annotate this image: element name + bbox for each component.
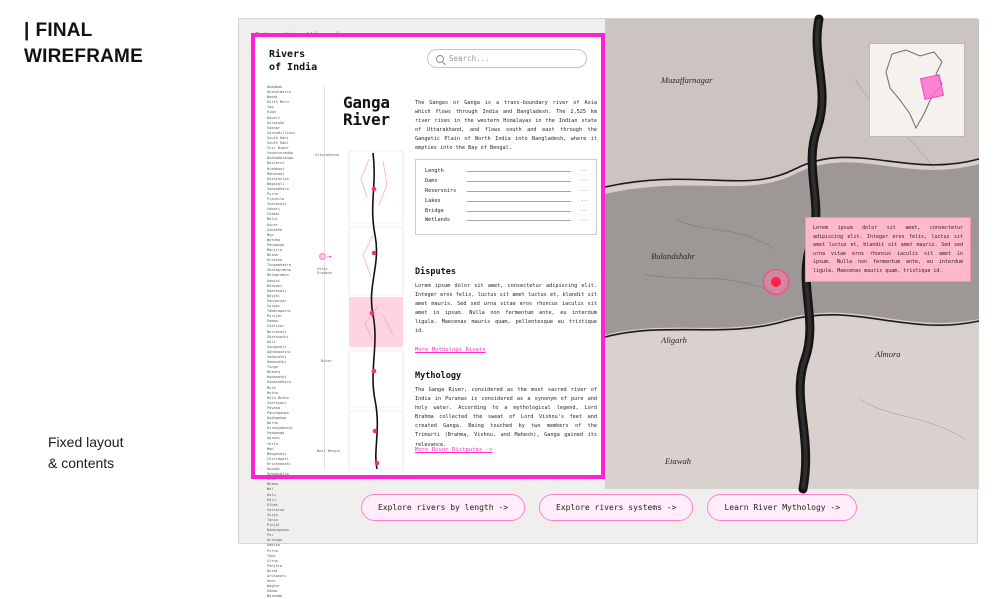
river-index-item[interactable]: Pamba [267,319,278,324]
fact-row [425,197,587,207]
river-index-item[interactable]: Malaprabha [267,273,289,278]
river-index-item[interactable]: Damanganga [267,528,289,533]
river-index-item[interactable]: Bhogavati [267,451,287,456]
search-placeholder: Search... [449,54,490,63]
search-icon [436,55,444,63]
river-index-item[interactable]: Panjhra [267,563,283,568]
river-index-item[interactable]: Malur [267,217,278,222]
river-index-item[interactable]: Tunga [267,365,278,370]
fact-leader-line [467,201,571,202]
fact-value: -- [580,177,587,184]
fact-leader-line [467,211,571,212]
river-index-item[interactable]: Kalu [267,492,276,497]
fact-leader-line [467,220,571,221]
river-index-item[interactable]: Krishna [267,258,283,263]
fact-value: -- [580,197,587,204]
river-index-item[interactable]: Kunar [267,222,278,227]
river-index-item[interactable]: Sabari [267,207,280,212]
river-index-item[interactable]: Nagavali [267,181,285,186]
river-index-item[interactable]: Golasukh [267,120,285,125]
river-index-item[interactable]: Ghataprabha [267,268,291,273]
river-index-item[interactable]: Vamsadhara [267,186,289,191]
river-index-item[interactable]: Brahmani [267,166,285,171]
title-bar-glyph: | [24,20,30,41]
river-index-item[interactable]: Manjira [267,248,283,252]
arrow-right-icon: → [327,251,332,261]
river-index-item[interactable]: Rushikulya [267,176,289,181]
river-index-item[interactable]: Kali [267,339,276,344]
river-index-item[interactable]: Amaravati [267,288,287,293]
river-course-map[interactable] [343,145,409,475]
river-index-item[interactable]: Kabini [267,278,280,283]
fact-label: Reservoirs [425,187,457,194]
river-index-item[interactable]: Gangavali [267,344,287,349]
fact-value: -- [580,187,587,194]
slide-note [48,432,228,474]
river-index-item[interactable]: Narmada [267,594,283,599]
fact-row [425,167,587,177]
river-index-item[interactable]: Tansa [267,517,278,522]
river-index-item[interactable]: Chir Wiper [267,146,289,151]
river-index-item[interactable]: South Raal [267,141,289,146]
course-label-1: Uttar Pradesh [317,267,333,276]
disputes-heading: Disputes [415,267,456,277]
fact-label: Length [425,168,444,174]
river-index-item[interactable]: Krishnavati [267,461,291,466]
river-index-item[interactable]: Sharavathi [267,334,289,339]
river-index-item[interactable]: Noyyal [267,293,280,298]
map-city-label: Almora [875,349,901,359]
river-index-item[interactable]: Aner [267,579,276,584]
river-index-item[interactable]: Dudhganga [267,416,287,421]
fact-value: -- [580,207,587,214]
river-index-item[interactable]: Indrayani [267,400,287,405]
fact-value: -- [580,217,587,224]
fact-label: Bridge [425,207,444,214]
fact-row [425,187,587,197]
river-index-item[interactable]: Ponnaiyar [267,298,287,303]
fact-row [425,207,587,217]
river-index-item[interactable]: Vedavathi [267,354,287,359]
river-index-item[interactable]: Sarvadillions [267,130,296,135]
river-index-item[interactable]: Ashokhe [267,227,283,232]
map-view[interactable] [605,19,979,489]
river-index-item[interactable]: Warna [267,421,278,426]
river-index-item[interactable]: Kima [267,110,276,115]
river-index-item[interactable]: Kalu [267,497,276,502]
cta-button[interactable]: Explore rivers systems -> [539,494,693,521]
river-index-item[interactable]: Ulhas [267,502,278,507]
course-label-3: West Bengal [317,449,341,453]
river-title-line1: Ganga [343,93,390,112]
river-index-item[interactable]: Vaigai [267,304,280,309]
app-title-line1: Rivers [269,49,306,60]
more-mythology-rivers-link[interactable]: More Mythologi Rivers [415,347,486,353]
river-index-item[interactable]: Penganga [267,242,285,247]
river-index-item[interactable]: Bhama [267,482,278,487]
cta-button[interactable]: Learn River Mythology -> [707,494,857,521]
river-index-item[interactable]: Tungabhadra [267,263,291,268]
cta-button-bar [239,494,979,521]
fact-leader-line [467,191,571,192]
river-index-item[interactable]: Waghur [267,584,280,589]
river-index-item[interactable]: Wel [267,487,274,492]
river-index-item[interactable]: Mahanadi [267,171,285,176]
inset-highlight-region [920,74,944,100]
cta-button[interactable]: Explore rivers by length -> [361,494,525,521]
river-index-item[interactable]: Wardha [267,237,280,242]
river-index-item[interactable]: Gomai [267,589,278,594]
slide-note-line2: & contents [48,455,115,471]
river-title-line2: River [343,109,390,129]
map-city-label: Muzaffarnagar [661,75,713,85]
river-index-item[interactable]: Kumaradhara [267,380,291,385]
river-index-item[interactable]: Hiranyakeshi [267,426,293,431]
india-outline-icon [870,44,964,136]
river-index-item[interactable]: South Kani [267,135,289,140]
river-index-item[interactable]: Baitarni [267,161,285,166]
fact-label: Dams [425,177,438,184]
river-index-item[interactable]: Burai [267,568,278,573]
fact-label: Lakes [425,197,441,204]
fact-label: Wetlands [425,217,450,224]
river-index-item[interactable]: Pranhita [267,197,285,202]
app-title [269,49,317,74]
river-index-item[interactable]: Vedarunradda [267,151,293,156]
river-title [343,95,390,129]
river-index-item[interactable]: Ghod [267,477,276,482]
india-inset-map[interactable] [869,43,965,137]
river-index-item[interactable]: Vedganga [267,431,285,436]
slide-title-line2: WIREFRAME [24,45,143,67]
fact-leader-line [467,181,571,182]
river-index-item[interactable]: Aghanashini [267,349,291,354]
river-index-item[interactable]: Mup [267,232,274,237]
river-index-item[interactable]: Indravati [267,202,287,207]
fact-row [425,177,587,187]
app-title-line2: of India [269,61,318,73]
search-input[interactable] [427,49,587,68]
river-index-item[interactable]: Chabal [267,212,280,217]
index-selection-marker [319,249,339,263]
river-index-item[interactable]: Hemavathi [267,360,287,365]
river-course-svg [343,145,409,475]
river-index-item[interactable]: Pinjal [267,523,280,528]
river-index-item[interactable]: Tambraparni [267,309,291,314]
map-city-label: Bulandshahr [651,251,695,261]
river-facts-table [415,159,597,235]
river-index-item[interactable]: Bhavani [267,283,283,288]
river-index-item[interactable]: Surya [267,512,278,517]
slide-title [24,18,214,69]
river-index-item[interactable]: Ambika [267,543,280,548]
river-index-item[interactable]: Arunavati [267,574,287,578]
river-index-item[interactable]: Par [267,533,274,538]
river-index-item[interactable]: Jog [267,105,274,110]
river-index-item[interactable]: Vaitarna [267,507,285,512]
river-index-item[interactable]: Kaveri [267,115,280,120]
river-index-item[interactable]: Netravati [267,329,287,334]
mythology-heading: Mythology [415,371,462,381]
river-index-item[interactable]: Auranga [267,538,283,543]
map-pin-marker[interactable] [763,269,789,295]
map-city-label: Aligarh [661,335,687,345]
river-index-item[interactable]: Mutha [267,390,278,395]
river-description: The Ganges or Ganga is a trans-boundary river of Asia which flows through India and Bangladesh. The 2,525 km river rises in the western Himalayas in the Indian state of Uttarakhand, and flows south and east through the Gangetic Plain of North India into Bangladesh, where it empties into the Bay of Bengal. [415,100,597,152]
river-index-item[interactable]: Purna [267,548,278,553]
river-index-item[interactable]: Girna [267,558,278,563]
river-index-item[interactable]: Yerla [267,441,278,446]
selection-dot-icon [319,253,326,260]
river-index-item[interactable]: Tapi [267,553,276,558]
river-index-item[interactable]: Periyar [267,314,283,319]
river-index-item[interactable]: Kaddbak [267,85,283,89]
river-index-item[interactable]: Purna [267,191,278,196]
river-index-item[interactable]: Kukadi [267,467,280,472]
app-mockup [238,18,978,599]
river-index-item[interactable]: Panchganga [267,411,289,415]
map-city-label: Etawah [665,456,691,466]
river-index-item[interactable]: Budhabalanga [267,156,293,161]
river-index-item[interactable]: Mula [267,385,276,390]
course-label-2: Bihar [321,359,332,363]
map-pin-dot-icon [771,277,781,287]
fact-value: -- [580,168,587,174]
mythology-body: The Ganga River, considered as the most sacred river of India in Puranas is considered as a synonym of pure and holy water. According to a mythological legend, Lord Brahma collected the sweat of Lord Vishnu's feet and created Ganga. Being touched by two members of the Trimurti (Brahma, Vishnu, and Mahesh), Ganga gained its relevance. [415,387,597,448]
river-index-item[interactable]: Kukadibila [267,472,289,477]
slide-title-line1: FINAL [35,20,93,41]
river-index-item[interactable]: Soonar [267,125,280,130]
river-index-item[interactable]: Chaliyar [267,324,285,329]
river-index-item[interactable]: Chitrapati [267,456,289,461]
river-index-list[interactable] [267,85,325,599]
river-index-item[interactable]: Bhima [267,253,278,258]
fact-leader-line [467,171,571,172]
fact-row [425,216,587,226]
river-index-item[interactable]: Bhadra [267,370,280,375]
river-index-item[interactable]: Kushalmatre [267,90,291,95]
river-index-item[interactable]: Gorth Moru [267,100,289,105]
river-index-item[interactable]: Man [267,446,274,451]
river-index-item[interactable]: Naddi [267,95,278,100]
course-label-0: Uttarakhand [315,153,339,157]
river-index-item[interactable]: Pavana [267,405,280,410]
slide-note-line1: Fixed layout [48,434,124,450]
river-index-item[interactable]: Hadanathi [267,375,287,380]
map-tooltip: Lorem ipsum dolor sit amet, consectetur adipiscing elit. Integer eros felis, luctus sit amet luctus et, blandit sit amet mauris. Sed sed urna vitae eros rhoncus iaculis sit amet in ipsum. Nulla non fermentum ante, eu interdum ligula. Maecenas mauris quam, tristique id. [805,217,971,282]
river-index-item[interactable]: Mula Mutha [267,395,289,400]
river-index-item[interactable]: Agrani [267,436,280,441]
more-river-disputes-link[interactable]: More River Distputes -> [415,447,493,453]
disputes-body: Lorem ipsum dolor sit amet, consectetur adipiscing elit. Integer eros felis, luctus sit amet luctus et, blandit sit amet mauris. Sed sed urna vitae eros rhoncus iaculis sit amet in ipsum. Nulla non fermentum ante, eu interdum ligula. Maecenas mauris quam, pellentesque eu tristique id. [415,283,597,335]
